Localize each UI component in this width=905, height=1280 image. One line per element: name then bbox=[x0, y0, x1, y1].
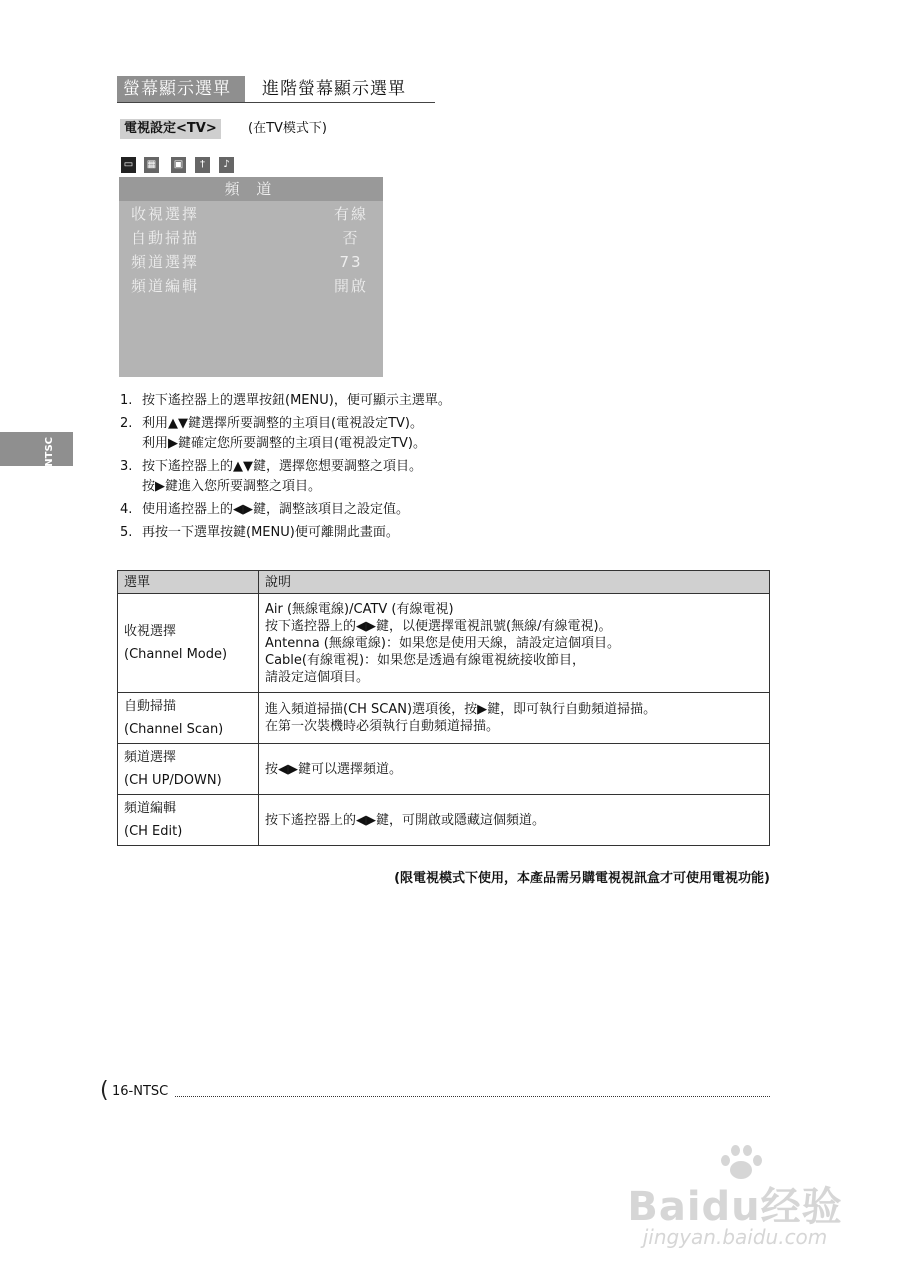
table-header-row bbox=[118, 571, 770, 594]
section-tab-advanced-osd: 進階螢幕顯示選單 bbox=[262, 79, 406, 99]
desc-line: 按下遙控器上的◀▶鍵，以便選擇電視訊號(無線/有線電視)。 bbox=[265, 618, 612, 634]
footer-dotted-rule bbox=[175, 1096, 770, 1097]
footer-bracket: ( bbox=[100, 1078, 109, 1103]
step-line: 利用▶鍵確定您所要調整的主項目(電視設定TV)。 bbox=[142, 436, 426, 451]
menu-description-table bbox=[117, 570, 770, 846]
menu-name: 頻道編輯 bbox=[124, 801, 177, 816]
osd-row-value: 否 bbox=[342, 229, 360, 247]
step-line: 利用▲▼鍵選擇所要調整的主項目(電視設定TV)。 bbox=[142, 416, 423, 431]
watermark-logo: Baidu经验 bbox=[627, 1184, 843, 1230]
step-number: 3. bbox=[120, 459, 133, 474]
menu-name: 頻道選擇 bbox=[124, 750, 177, 765]
step-number: 5. bbox=[120, 525, 133, 540]
desc-line: 進入頻道掃描(CH SCAN)選項後，按▶鍵，即可執行自動頻道掃描。 bbox=[265, 702, 657, 717]
table-cell-description bbox=[259, 594, 770, 693]
picture-icon: ▦ bbox=[144, 157, 159, 173]
osd-row-value: 開啟 bbox=[333, 277, 368, 295]
step-number: 4. bbox=[120, 502, 133, 517]
osd-icon-bar bbox=[119, 153, 383, 177]
desc-line: 在第一次裝機時必須執行自動頻道掃描。 bbox=[265, 719, 500, 734]
sound-icon: ♪ bbox=[219, 157, 234, 173]
table-header-description: 說明 bbox=[259, 571, 770, 594]
step-item bbox=[120, 414, 680, 454]
subtitle-note: (在TV模式下) bbox=[248, 121, 327, 136]
osd-row-label: 自動掃描 bbox=[131, 229, 200, 247]
step-number: 1. bbox=[120, 393, 133, 408]
desc-line: 按◀▶鍵可以選擇頻道。 bbox=[265, 761, 402, 777]
step-item bbox=[120, 523, 680, 543]
desc-line: Air (無線電線)/CATV (有線電視) bbox=[265, 601, 454, 617]
side-tab-label: NTSC bbox=[44, 437, 55, 467]
header-rule bbox=[117, 102, 435, 103]
menu-name-en: (Channel Mode) bbox=[124, 647, 228, 662]
display-icon: ▣ bbox=[171, 157, 186, 173]
osd-panel bbox=[119, 153, 383, 377]
table-cell-menu bbox=[118, 795, 259, 846]
watermark-url: jingyan.baidu.com bbox=[642, 1225, 828, 1249]
desc-line: Antenna (無線電線)：如果您是使用天線，請設定這個項目。 bbox=[265, 635, 620, 651]
osd-row-label: 收視選擇 bbox=[131, 205, 200, 223]
osd-row-value: 73 bbox=[339, 253, 363, 271]
step-item bbox=[120, 457, 680, 497]
table-cell-description bbox=[259, 795, 770, 846]
step-number: 2. bbox=[120, 416, 133, 431]
osd-row-label: 頻道選擇 bbox=[131, 253, 200, 271]
osd-title: 頻 道 bbox=[119, 177, 383, 201]
table-cell-description bbox=[259, 744, 770, 795]
menu-name-en: (Channel Scan) bbox=[124, 722, 224, 737]
subtitle-label: 電視設定<TV> bbox=[120, 119, 221, 139]
osd-row-auto-scan bbox=[131, 227, 371, 249]
table-row bbox=[118, 594, 770, 693]
osd-row-channel-select bbox=[131, 251, 371, 273]
page-number: 16-NTSC bbox=[112, 1084, 169, 1099]
osd-row-channel-edit bbox=[131, 275, 371, 297]
menu-name-en: (CH UP/DOWN) bbox=[124, 773, 222, 788]
step-line: 再按一下選單按鍵(MENU)便可離開此畫面。 bbox=[142, 525, 399, 540]
step-line: 按下遙控器上的▲▼鍵，選擇您想要調整之項目。 bbox=[142, 459, 422, 474]
tv-icon: ▭ bbox=[121, 157, 136, 173]
desc-line: 請設定這個項目。 bbox=[265, 669, 370, 685]
table-cell-menu bbox=[118, 693, 259, 744]
desc-line: 按下遙控器上的◀▶鍵，可開啟或隱藏這個頻道。 bbox=[265, 812, 545, 828]
tools-icon: † bbox=[195, 157, 210, 173]
footnote: (限電視模式下使用，本產品需另購電視視訊盒才可使用電視功能) bbox=[394, 871, 770, 886]
table-cell-description bbox=[259, 693, 770, 744]
osd-row-channel-mode bbox=[131, 203, 371, 225]
menu-name-en: (CH Edit) bbox=[124, 824, 183, 839]
side-tab-ntsc bbox=[0, 432, 73, 466]
table-cell-menu bbox=[118, 744, 259, 795]
menu-name: 收視選擇 bbox=[124, 624, 177, 639]
section-tab-osd-menu: 螢幕顯示選單 bbox=[117, 76, 245, 102]
step-item bbox=[120, 391, 680, 411]
desc-line: Cable(有線電視)：如果您是透過有線電視統接收節目， bbox=[265, 652, 586, 668]
step-line: 按▶鍵進入您所要調整之項目。 bbox=[142, 479, 321, 494]
osd-row-label: 頻道編輯 bbox=[131, 277, 200, 295]
instruction-steps bbox=[120, 391, 680, 546]
table-cell-menu bbox=[118, 594, 259, 693]
table-header-menu: 選單 bbox=[118, 571, 259, 594]
menu-name: 自動掃描 bbox=[124, 699, 177, 714]
step-item bbox=[120, 500, 680, 520]
table-row bbox=[118, 795, 770, 846]
step-line: 使用遙控器上的◀▶鍵，調整該項目之設定值。 bbox=[142, 502, 409, 517]
table-row bbox=[118, 693, 770, 744]
table-row bbox=[118, 744, 770, 795]
osd-row-value: 有線 bbox=[333, 205, 368, 223]
step-line: 按下遙控器上的選單按鈕(MENU)，便可顯示主選單。 bbox=[142, 393, 451, 408]
watermark bbox=[625, 1145, 845, 1255]
